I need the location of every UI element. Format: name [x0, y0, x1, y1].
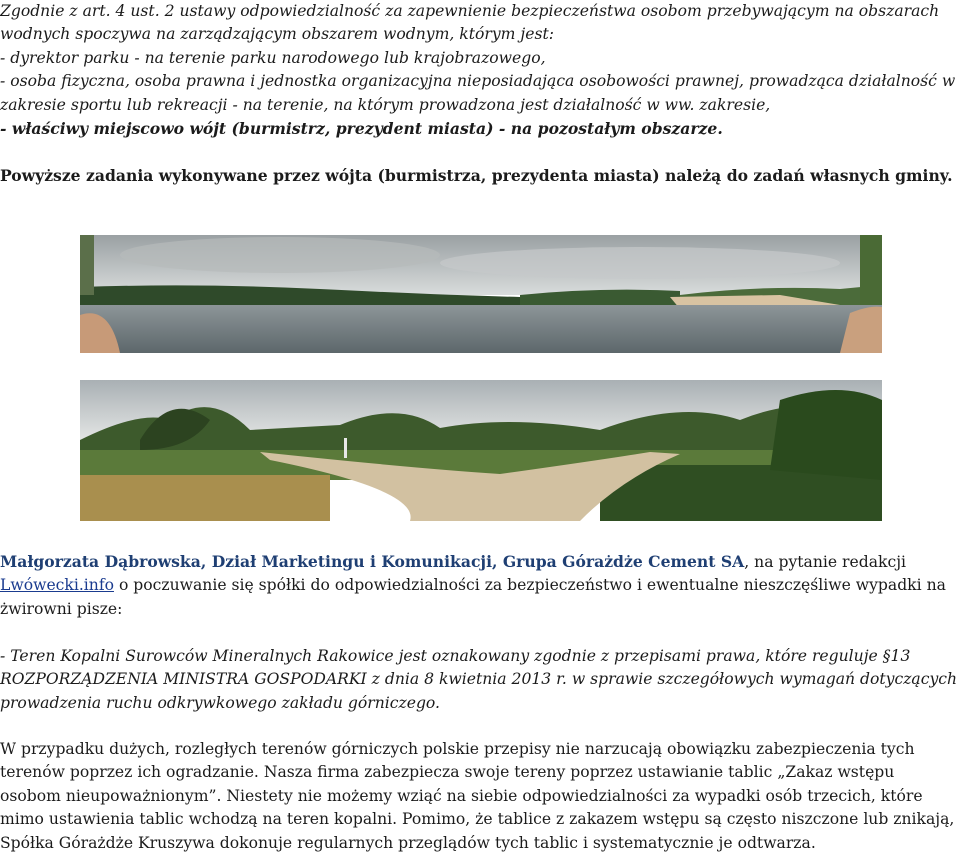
- source-link[interactable]: Lwówecki.info: [0, 576, 114, 595]
- quote-rest: o poczuwanie się spółki do odpowiedzialności za bezpieczeństwo i ewentualne nieszczęśliwe wypadki na żwirowni pisze:: [0, 576, 946, 618]
- field-path-photo: [80, 380, 882, 521]
- summary-paragraph: [0, 164, 960, 188]
- intro-section: [0, 0, 960, 140]
- teren-text: - Teren Kopalni Surowców Mineralnych Rakowice jest oznakowany zgodnie z przepisami prawa, które reguluje §13 ROZPORZĄDZENIA MINISTRA GOSPODARKI z dnia 8 kwietnia 2013 r. w sprawie szczegółowych wymagań dotyczących prowadzenia ruchu odkrywkowego zakładu górniczego.: [0, 647, 958, 712]
- closing-paragraph: [0, 738, 960, 855]
- intro-item-park: - dyrektor parku - na terenie parku narodowego lub krajobrazowego,: [0, 48, 546, 67]
- quote-paragraph: [0, 550, 960, 621]
- quote-author: Małgorzata Dąbrowska, Dział Marketingu i Komunikacji, Grupa Górażdże Cement SA: [0, 552, 745, 571]
- teren-paragraph: [0, 645, 960, 715]
- intro-item-person: - osoba fizyczna, osoba prawna i jednostka organizacyjna nieposiadająca osobowości prawnej, prowadząca działalność w zakresie sportu lub rekreacji - na terenie, na którym prowadzona jest działalność w ww. zakresie,: [0, 72, 956, 114]
- closing-text: W przypadku dużych, rozległych terenów górniczych polskie przepisy nie narzucają obowiązku zabezpieczenia tych terenów poprzez ich ogradzanie. Nasza firma zabezpiecza swoje tereny poprzez ustawianie tablic „Zakaz wstępu osobom nieupoważnionym”. Niestety nie możemy wziąć na siebie odpowiedzialności za wypadki osób trzecich, które mimo ustawienia tablic wchodzą na teren kopalni. Pomimo, że tablice z zakazem wstępu są często niszczone lub znikają, Spółka Górażdże Kruszywa dokonuje regularnych przeglądów tych tablic i systematycznie je odtwarza.: [0, 740, 955, 852]
- intro-item-mayor: - właściwy miejscowo wójt (burmistrz, prezydent miasta) - na pozostałym obszarze.: [0, 119, 723, 139]
- quote-lead: , na pytanie redakcji: [744, 553, 907, 571]
- lake-photo: [80, 235, 882, 353]
- summary-text: Powyższe zadania wykonywane przez wójta (burmistrza, prezydenta miasta) należą do zadań własnych gminy.: [0, 166, 953, 185]
- intro-paragraph: Zgodnie z art. 4 ust. 2 ustawy odpowiedzialność za zapewnienie bezpieczeństwa osobom przebywającym na obszarach wodnych spoczywa na zarządzającym obszarem wodnym, którym jest:: [0, 2, 940, 44]
